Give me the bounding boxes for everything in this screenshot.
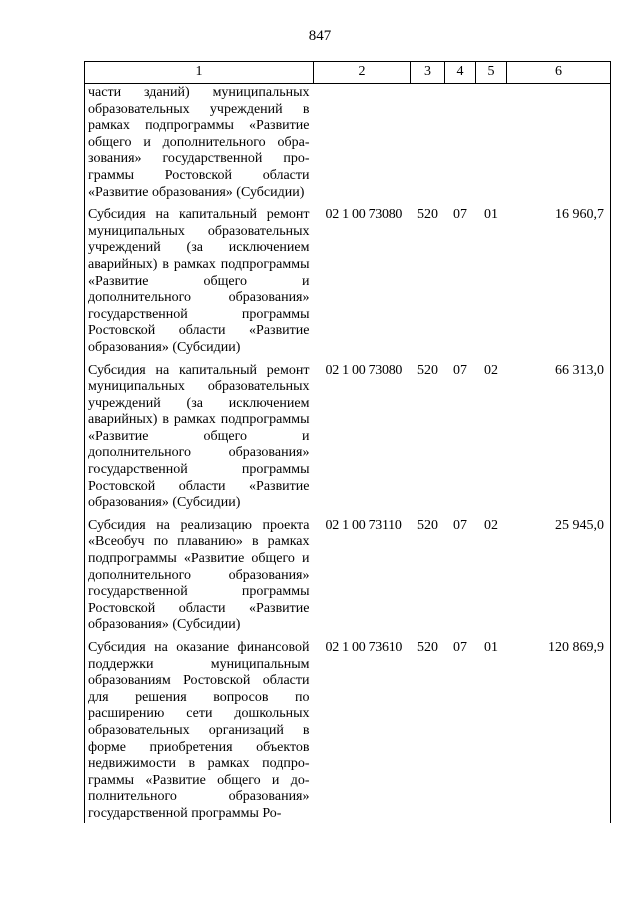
row-target-code: 02 1 00 73110 [325,517,402,533]
row-amount: 16 960,7 [507,201,611,356]
row-amount: 66 313,0 [507,357,611,512]
row-description: части зданий) муниципальных образовательных учреждений в рамках подпрограммы «Развитие общего и дополнительного образования» государственной программы Ростовской области «Развитие образования» (Субсидии) [85,84,314,202]
budget-table [84,61,611,823]
row-target-code: 02 1 00 73080 [325,362,403,378]
row-amount: 25 945,0 [507,512,611,634]
header-col-3: 3 [411,62,445,84]
row-subsection: 02 [484,362,498,378]
row-description: Субсидия на реализацию проекта «Всеобуч по плаванию» в рамках подпрограммы «Развитие общего и дополнительного образования» государственной программы Ростовской области «Развитие образования» (Субсидии) [85,512,314,634]
header-col-6: 6 [507,62,611,84]
row-target-code: 02 1 00 73080 [325,207,403,223]
table-row [85,201,611,356]
row-target-code [314,84,411,202]
table-row [85,84,611,202]
row-expense-type: 520 [417,207,438,223]
header-col-5: 5 [476,62,507,84]
row-target-code: 02 1 00 73610 [325,640,403,655]
row-section: 07 [453,362,467,378]
row-expense-type: 520 [417,640,438,655]
header-col-4: 4 [445,62,476,84]
row-section: 07 [453,517,467,533]
row-amount [507,84,611,202]
row-expense-type [411,84,445,202]
row-section: 07 [453,640,467,655]
table-body [85,84,611,823]
row-section: 07 [453,207,467,223]
row-subsection: 01 [484,207,498,223]
row-section [445,84,476,202]
row-subsection: 02 [484,517,498,533]
page-number: 847 [308,28,332,44]
row-subsection: 01 [484,640,498,655]
row-description: Субсидия на оказание финансовой поддержки муниципальным образованиям Ростовской области для решения вопросов по расширению сети дошкольных образовательных организаций в форме приобретения объектов недвижимости в рамках подпрограммы «Развитие общего и дополнительного образования» государственной программы Ро- [85,634,314,823]
table-row [85,634,611,823]
row-expense-type: 520 [417,517,438,533]
table-header [85,62,611,84]
table-row [85,512,611,634]
table-row [85,357,611,512]
row-description: Субсидия на капитальный ремонт муниципальных образовательных учреждений (за исключением аварийных) в рамках подпрограммы «Развитие общего и дополнительного образования» государственной программы Ростовской области «Развитие образования» (Субсидии) [85,357,314,512]
row-expense-type: 520 [417,362,438,378]
row-subsection [476,84,507,202]
row-description: Субсидия на капитальный ремонт муниципальных образовательных учреждений (за исключением аварийных) в рамках подпрограммы «Развитие общего и дополнительного образования» государственной программы Ростовской области «Развитие образования» (Субсидии) [85,201,314,356]
header-col-2: 2 [314,62,411,84]
row-amount: 120 869,9 [507,634,611,823]
header-col-1: 1 [85,62,314,84]
header-row [85,62,611,84]
